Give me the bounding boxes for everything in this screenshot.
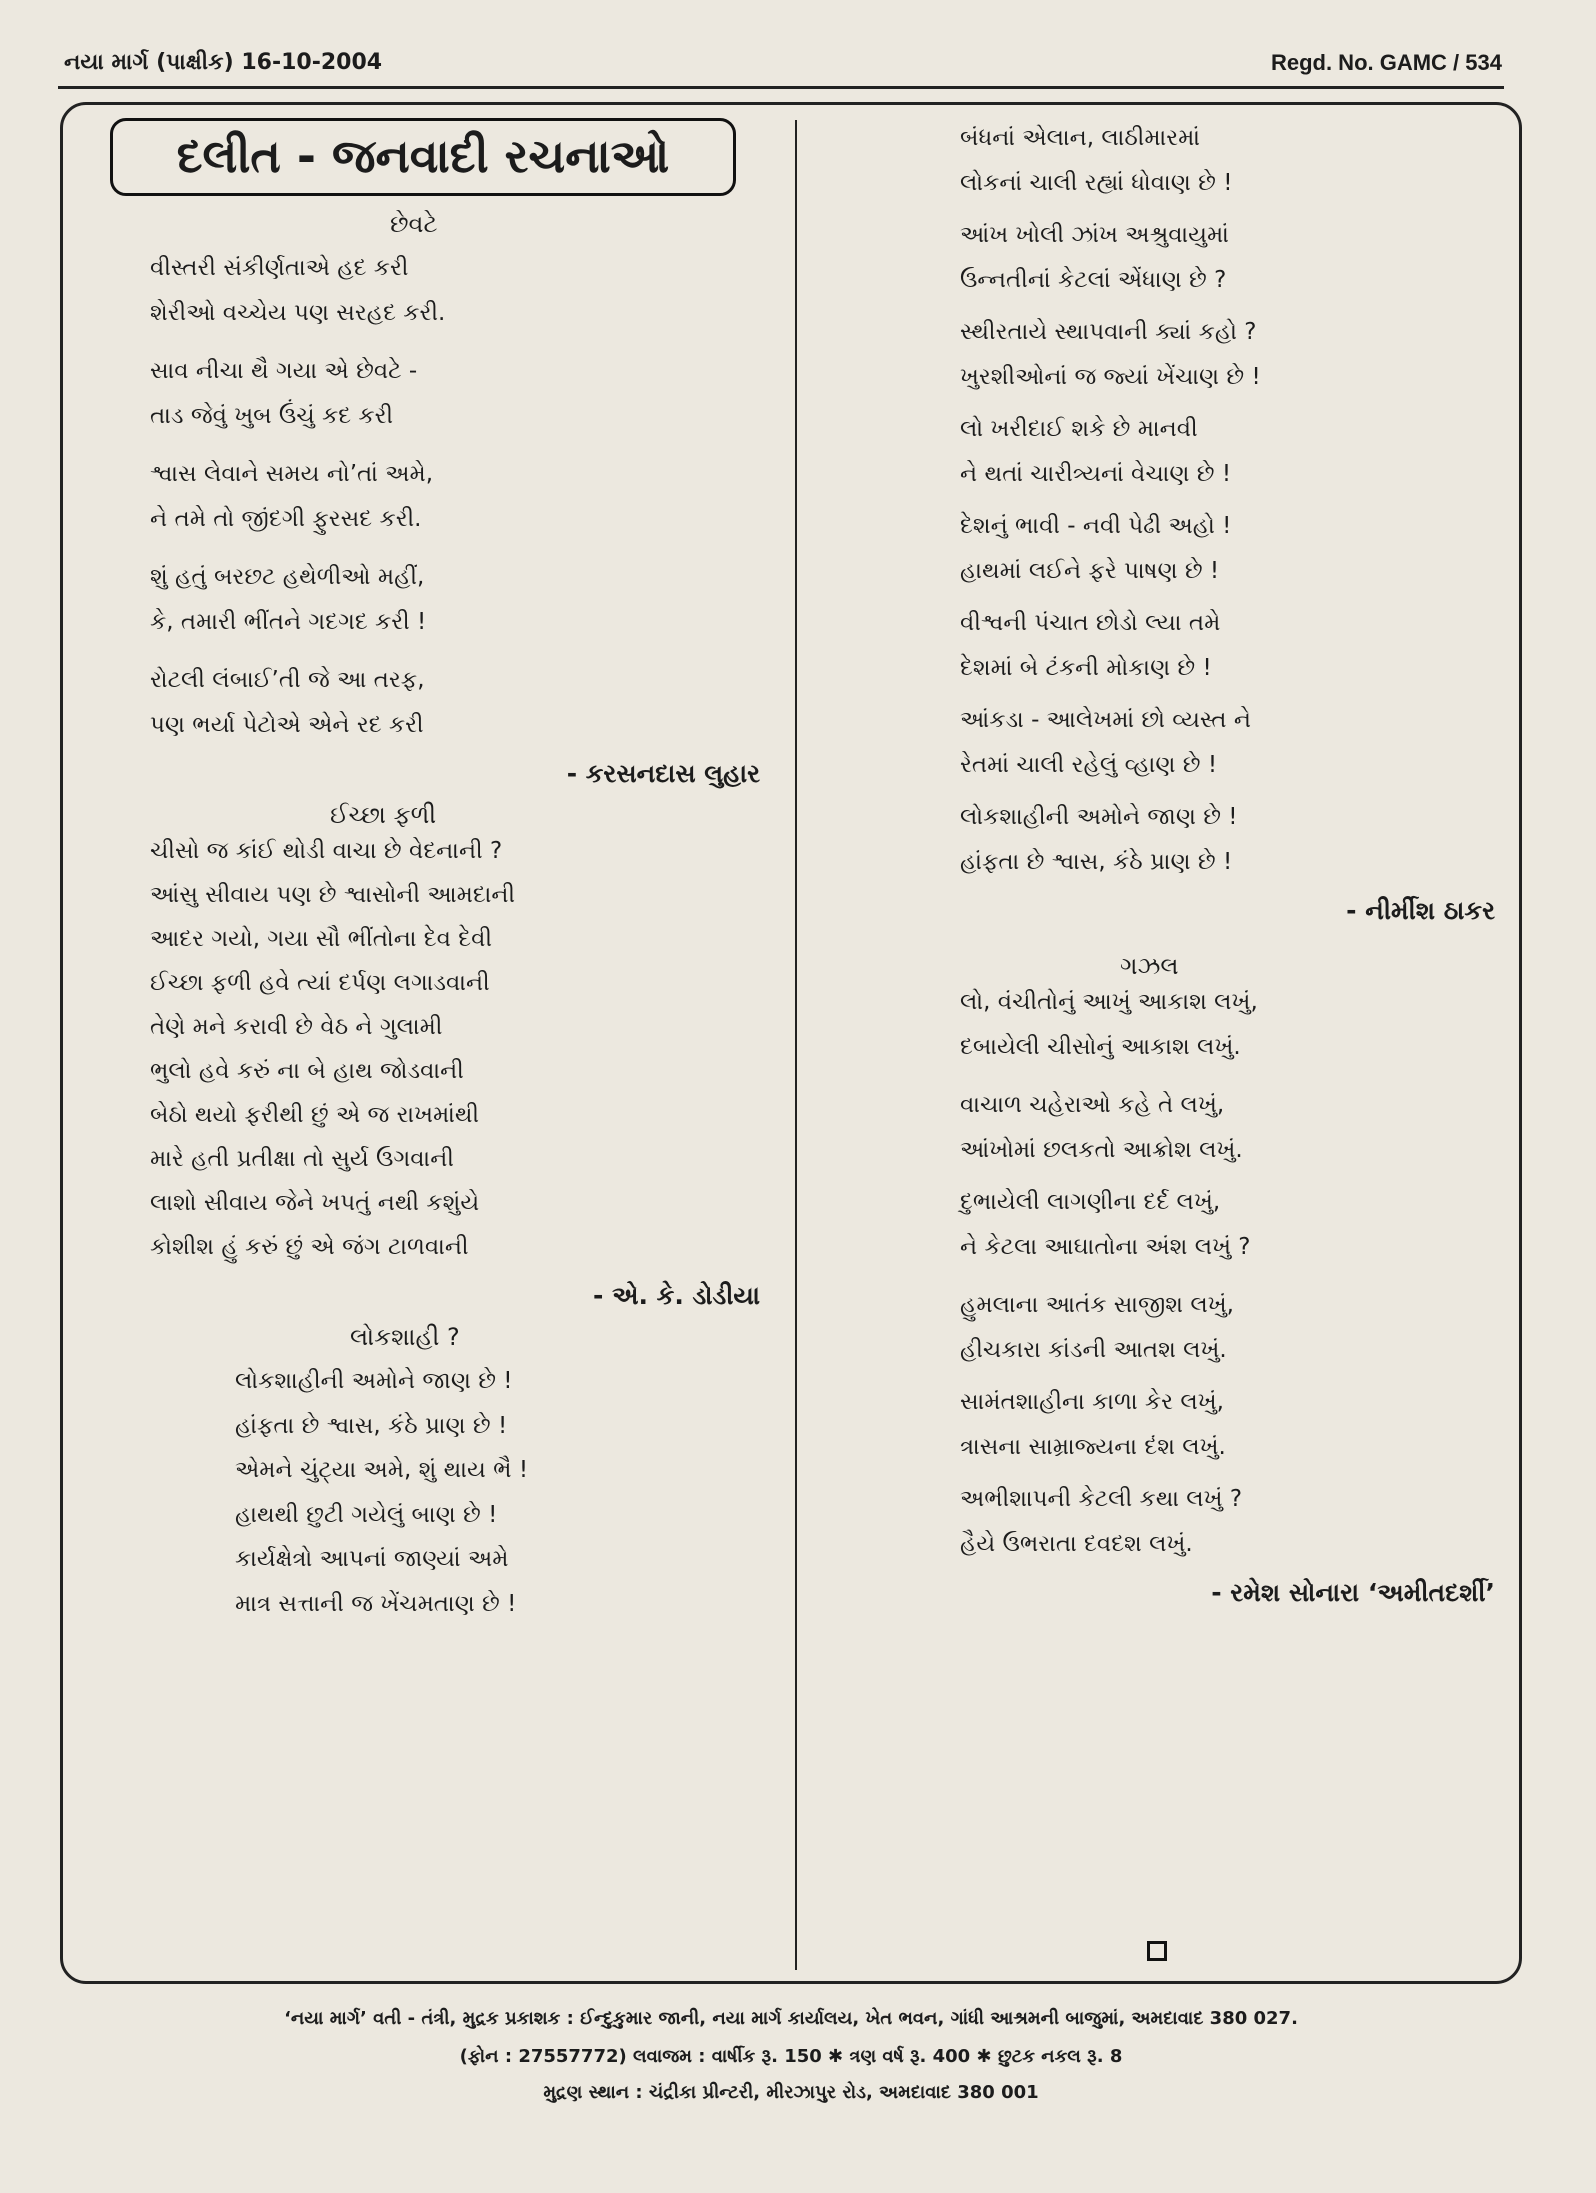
poem-line: દેશમાં બે ટંકની મોકાણ છે ! bbox=[960, 654, 1212, 681]
poem-line: વીશ્વની પંચાત છોડો લ્યા તમે bbox=[960, 610, 1221, 636]
poem-line: ત્રાસના સામ્રાજ્યના દંશ લખું. bbox=[960, 1433, 1226, 1460]
poem-line: આંખોમાં છલકતો આક્રોશ લખું. bbox=[960, 1136, 1243, 1163]
poem-line: ખુરશીઓનાં જ જ્યાં ખેંચાણ છે ! bbox=[960, 363, 1261, 390]
poem-line: સ્થીરતાયે સ્થાપવાની ક્યાં કહો ? bbox=[960, 319, 1257, 345]
poem-line: હૈયે ઉભરાતા દવદશ લખું. bbox=[960, 1530, 1193, 1557]
poem-line: આંકડા - આલેખમાં છો વ્યસ્ત ને bbox=[960, 707, 1252, 733]
poem-line: શું હતું બરછટ હથેળીઓ મહીં, bbox=[150, 564, 425, 590]
right-column bbox=[880, 116, 1505, 1620]
poem-line: ચીસો જ કાંઈ થોડી વાચા છે વેદનાની ? bbox=[150, 838, 503, 864]
poem-author-lokshahi: - નીર્મીશ ઠાકર bbox=[1346, 896, 1495, 925]
poem-line: દબાયેલી ચીસોનું આકાશ લખું. bbox=[960, 1033, 1241, 1060]
poem-line: હાંફતા છે શ્વાસ, કંઠે પ્રાણ છે ! bbox=[960, 848, 1233, 875]
poem-line: એમને ચુંટ્યા અમે, શું થાય ભૈ ! bbox=[235, 1457, 529, 1483]
header-registration-number: Regd. No. GAMC / 534 bbox=[1270, 50, 1502, 75]
poem-line: દેશનું ભાવી - નવી પેઢી અહો ! bbox=[960, 513, 1232, 539]
poem-author-gazal: - રમેશ સોનારા ‘અમીતદર્શી’ bbox=[1211, 1578, 1495, 1607]
section-title: દલીત - જનવાદી રચનાઓ bbox=[110, 118, 736, 196]
poem-line: બેઠો થયો ફરીથી છું એ જ રાખમાંથી bbox=[150, 1102, 480, 1128]
poem-line: આદર ગયો, ગયા સૌ ભીંતોના દેવ દેવી bbox=[150, 926, 493, 952]
poem-line: હુમલાના આતંક સાજીશ લખું, bbox=[960, 1292, 1234, 1318]
poem-line: ને થતાં ચારીત્ર્યનાં વેચાણ છે ! bbox=[960, 460, 1232, 487]
end-of-article-box-icon bbox=[1147, 1941, 1167, 1961]
poem-line: વાચાળ ચહેરાઓ કહે તે લખું, bbox=[960, 1092, 1225, 1118]
poem-line: સાવ નીચા થૈ ગયા એ છેવટે - bbox=[150, 358, 418, 384]
poem-author-chevte: - કરસનદાસ લુહાર bbox=[566, 759, 760, 788]
poem-line: વીસ્તરી સંકીર્ણતાએ હદ કરી bbox=[150, 255, 409, 281]
poem-line: દુભાયેલી લાગણીના દર્દ લખું, bbox=[960, 1189, 1221, 1215]
footer-printer-line: મુદ્રણ સ્થાન : ચંદ્રીકા પ્રીન્ટરી, મીરઝાપુર રોડ, અમદાવાદ 380 001 bbox=[543, 2082, 1039, 2103]
poem-line: શેરીઓ વચ્ચેય પણ સરહદ કરી. bbox=[150, 299, 446, 326]
poem-line: કોશીશ હું કરું છું એ જંગ ટાળવાની bbox=[150, 1234, 469, 1260]
poem-line: લોકશાહીની અમોને જાણ છે ! bbox=[235, 1368, 513, 1394]
left-column bbox=[150, 210, 780, 1626]
poem-line: શ્વાસ લેવાને સમય નો’તાં અમે, bbox=[150, 461, 434, 487]
poem-author-ichha: - એ. કે. ડોડીયા bbox=[593, 1281, 760, 1310]
poem-line: હીચકારા કાંડની આતશ લખું. bbox=[960, 1336, 1227, 1363]
poem-line: મારે હતી પ્રતીક્ષા તો સુર્ય ઉગવાની bbox=[150, 1146, 454, 1172]
header-rule bbox=[58, 86, 1504, 89]
poem-title-lokshahi: લોકશાહી ? bbox=[350, 1323, 460, 1351]
poem-line: તેણે મને કરાવી છે વેઠ ને ગુલામી bbox=[150, 1014, 443, 1040]
footer-publisher-line: ‘નયા માર્ગ’ વતી - તંત્રી, મુદ્રક પ્રકાશક : ઈન્દુકુમાર જાની, નયા માર્ગ કાર્યાલય, ખેત ભવન, ગાંધી આશ્રમની બાજુમાં, અમદાવાદ 380 027. bbox=[284, 2008, 1298, 2029]
header-issue-info: નયા માર્ગ (પાક્ષીક) 16-10-2004 bbox=[64, 50, 383, 75]
poem-line: લો ખરીદાઈ શકે છે માનવી bbox=[960, 416, 1198, 442]
poem-line: ને કેટલા આઘાતોના અંશ લખું ? bbox=[960, 1233, 1251, 1260]
poem-title-gazal: ગઝલ bbox=[1120, 952, 1179, 980]
poem-line: માત્ર સત્તાની જ ખેંચમતાણ છે ! bbox=[235, 1590, 517, 1617]
poem-line: ને તમે તો જીંદગી ફુરસદ કરી. bbox=[150, 505, 422, 532]
poem-line: પણ ભર્યા પેટોએ એને રદ કરી bbox=[150, 711, 424, 738]
poem-line: કાર્યક્ષેત્રો આપનાં જાણ્યાં અમે bbox=[235, 1546, 509, 1572]
poem-line: તાડ જેવું ખુબ ઉંચું કદ કરી bbox=[150, 402, 394, 429]
poem-line: બંધનાં એલાન, લાઠીમારમાં bbox=[960, 125, 1201, 151]
poem-line: રોટલી લંબાઈ’તી જે આ તરફ, bbox=[150, 667, 425, 693]
poem-line: આંખ ખોલી ઝાંખ અશ્રુવાયુમાં bbox=[960, 222, 1229, 248]
poem-line: ભુલો હવે કરું ના બે હાથ જોડવાની bbox=[150, 1058, 464, 1084]
poem-line: અભીશાપની કેટલી કથા લખું ? bbox=[960, 1486, 1243, 1512]
poem-line: સામંતશાહીના કાળા કેર લખું, bbox=[960, 1389, 1224, 1415]
poem-line: લોકનાં ચાલી રહ્યાં ધોવાણ છે ! bbox=[960, 169, 1233, 196]
poem-line: આંસુ સીવાય પણ છે શ્વાસોની આમદાની bbox=[150, 882, 516, 908]
poem-line: હાથમાં લઈને ફરે પાષણ છે ! bbox=[960, 557, 1220, 584]
poem-line: કે, તમારી ભીંતને ગદગદ કરી ! bbox=[150, 608, 427, 635]
poem-line: ઉન્નતીનાં કેટલાં એંધાણ છે ? bbox=[960, 266, 1227, 293]
poem-title-chevte: છેવટે bbox=[390, 210, 438, 238]
poem-line: હાથથી છુટી ગયેલું બાણ છે ! bbox=[235, 1501, 498, 1528]
footer-subscription-line: (ફોન : 27557772) લવાજમ : વાર્ષીક રૂ. 150 ✱ ત્રણ વર્ષ રૂ. 400 ✱ છુટક નકલ રૂ. 8 bbox=[459, 2046, 1123, 2067]
poem-line: લો, વંચીતોનું આખું આકાશ લખું, bbox=[960, 989, 1258, 1015]
poem-line: લોકશાહીની અમોને જાણ છે ! bbox=[960, 804, 1238, 830]
poem-line: લાશો સીવાય જેને ખપતું નથી કશુંયે bbox=[150, 1190, 480, 1216]
column-divider bbox=[795, 120, 797, 1970]
poem-line: ઈચ્છા ફળી હવે ત્યાં દર્પણ લગાડવાની bbox=[150, 970, 490, 996]
poem-line: હાંફતા છે શ્વાસ, કંઠે પ્રાણ છે ! bbox=[235, 1412, 508, 1439]
poem-title-ichha: ઈચ્છા ફળી bbox=[330, 801, 437, 829]
poem-line: રેતમાં ચાલી રહેલું વ્હાણ છે ! bbox=[960, 751, 1218, 778]
